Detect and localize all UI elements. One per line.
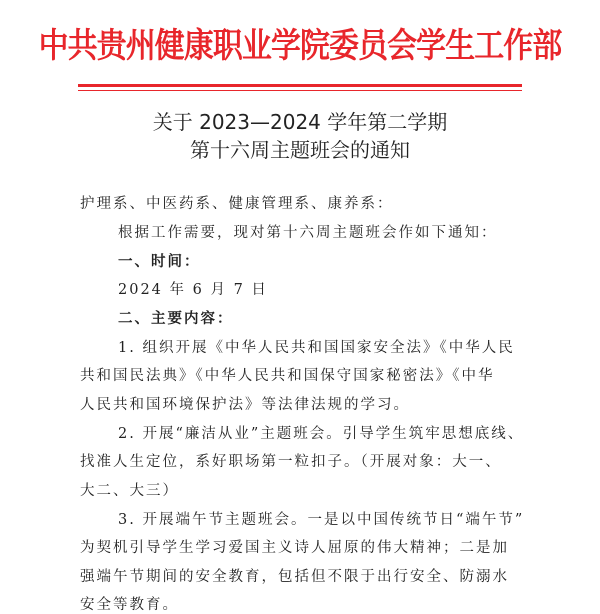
item2-line: 找准人生定位，系好职场第一粒扣子。（开展对象：大一、 xyxy=(80,454,502,470)
item2-line: 大二、大三） xyxy=(80,483,179,499)
section-heading-content: 二、主要内容： xyxy=(118,310,234,327)
item1-line: 共和国民法典》《中华人民共和国保守国家秘密法》《中华 xyxy=(80,368,495,384)
item3-line: 为契机引导学生学习爱国主义诗人屈原的伟大精神；二是加 xyxy=(80,540,509,556)
recipients: 护理系、中医药系、健康管理系、康养系： xyxy=(80,196,394,212)
organization-header: 中共贵州健康职业学院委员会学生工作部 xyxy=(38,26,562,66)
document-title-line1: 关于 2023—2024 学年第二学期 xyxy=(152,110,448,134)
intro-paragraph: 根据工作需要，现对第十六周主题班会作如下通知： xyxy=(118,225,498,241)
item1-line: 1. 组织开展《中华人民共和国国家安全法》《中华人民 xyxy=(118,340,515,356)
document-title-line2: 第十六周主题班会的通知 xyxy=(190,138,410,162)
item2-line: 2. 开展“廉洁从业”主题班会。引导学生筑牢思想底线、 xyxy=(118,426,525,442)
item3-line: 3. 开展端午节主题班会。一是以中国传统节日“端午节” xyxy=(118,512,525,528)
meeting-date: 2024 年 6 月 7 日 xyxy=(118,282,268,298)
section-heading-time: 一、时间： xyxy=(118,253,201,270)
header-divider-thick xyxy=(78,84,522,87)
item3-line: 安全等教育。 xyxy=(80,597,179,613)
item3-line: 强端午节期间的安全教育，包括但不限于出行安全、防溺水 xyxy=(80,569,509,585)
header-divider-thin xyxy=(78,90,522,91)
item1-line: 人民共和国环境保护法》等法律法规的学习。 xyxy=(80,397,410,413)
